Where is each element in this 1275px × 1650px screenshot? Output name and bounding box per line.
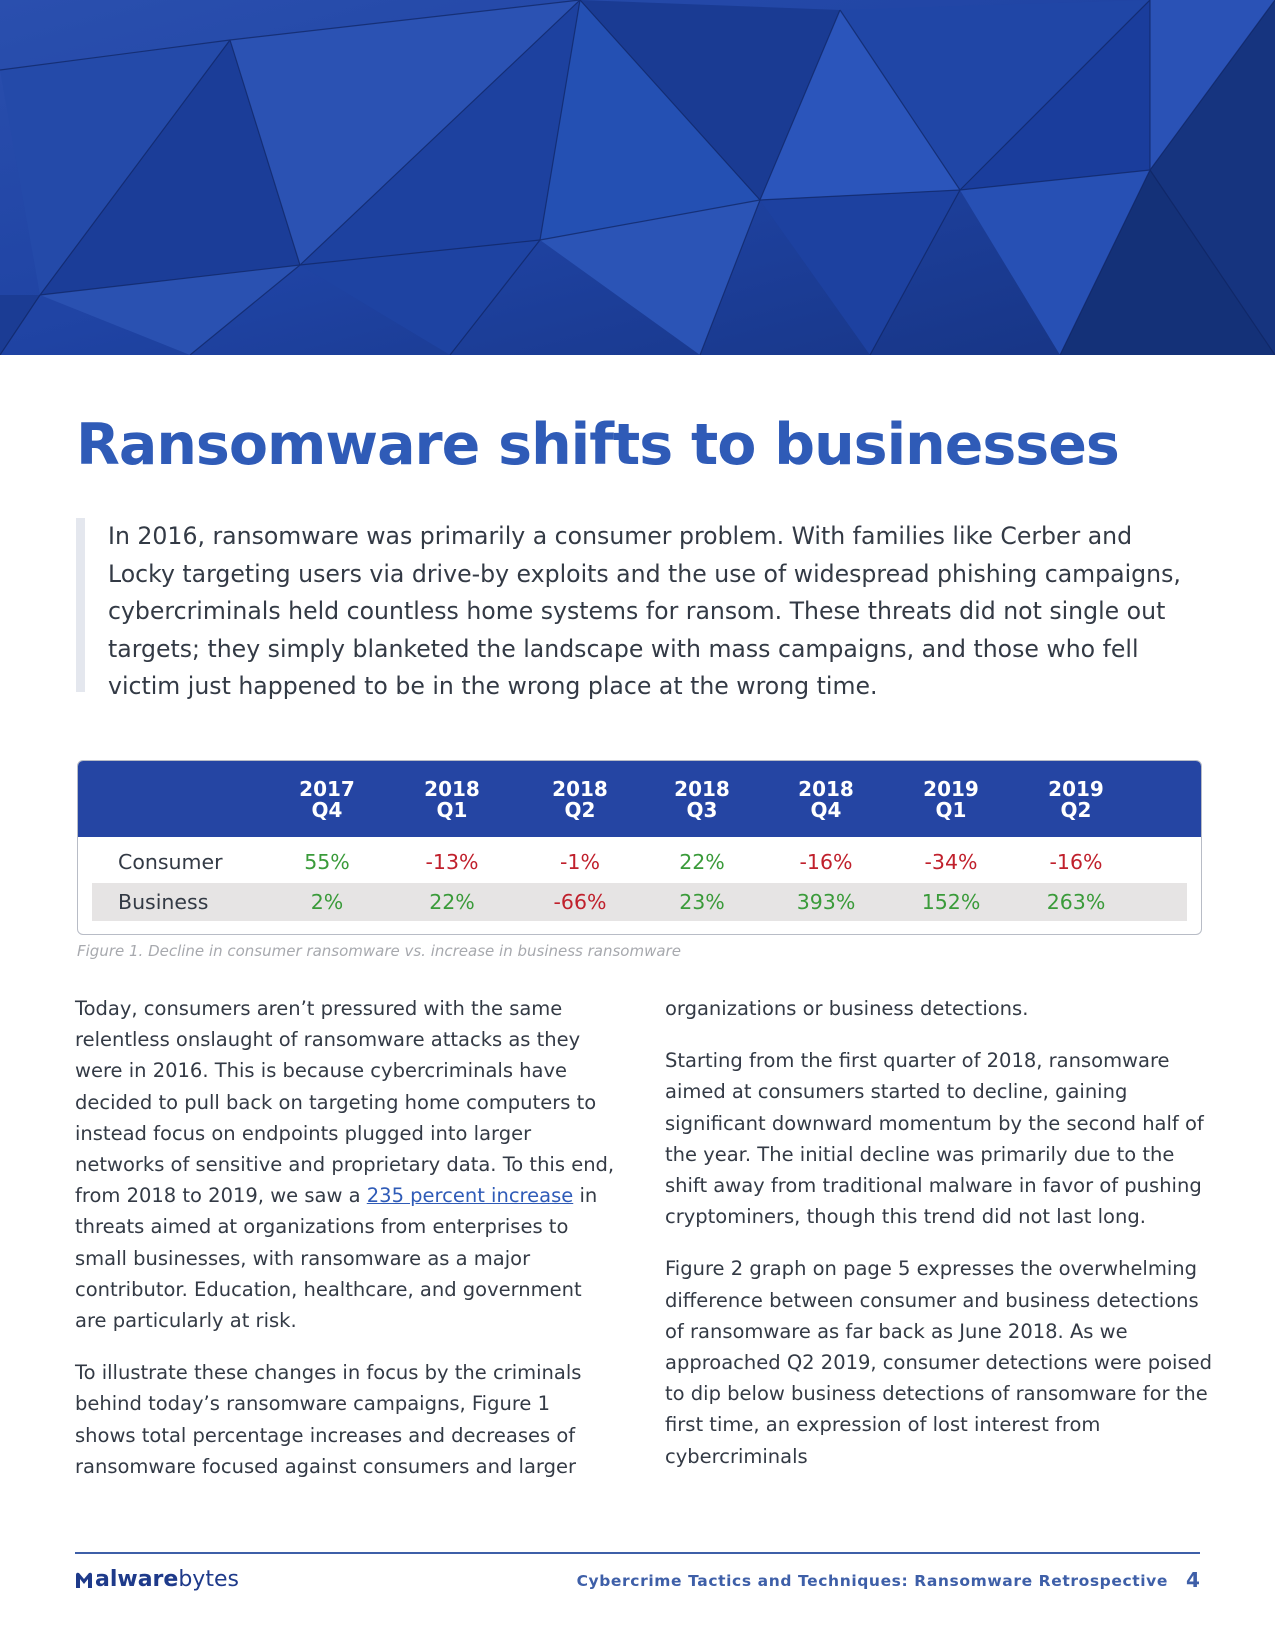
triangle-pattern [0, 0, 1275, 355]
column-header [896, 779, 1006, 821]
table-cell: -1% [560, 850, 600, 874]
column-year: 2018 [674, 777, 730, 801]
column-year: 2017 [299, 777, 355, 801]
footer-divider [75, 1552, 1200, 1554]
table-cell: 22% [429, 890, 475, 914]
column-quarter: Q2 [1060, 798, 1092, 822]
table-cell: 263% [1046, 890, 1106, 914]
paragraph-text: Today, consumers aren’t pressured with the same relentless onslaught of ransomware attacks as they were in 2016. This is because cybercriminals have decided to pull back on targeting home computers to instead focus on endpoints plugged into larger networks of sensitive and proprietary data. To this end, from 2018 to 2019, we saw a [75, 997, 615, 1208]
column-header [771, 779, 881, 821]
logo-text-bold: alware [95, 1567, 179, 1592]
column-header [272, 779, 382, 821]
table-cell: 152% [921, 890, 981, 914]
column-header [647, 779, 757, 821]
column-quarter: Q4 [810, 798, 842, 822]
table-cell: -34% [924, 850, 978, 874]
malwarebytes-m-icon [74, 1570, 94, 1590]
footer-document-title: Cybercrime Tactics and Techniques: Ransomware Retrospective [576, 1572, 1168, 1590]
body-left-column [75, 993, 615, 1503]
column-quarter: Q2 [564, 798, 596, 822]
table-row-consumer [92, 843, 1187, 881]
column-year: 2019 [923, 777, 979, 801]
column-year: 2018 [798, 777, 854, 801]
column-header [397, 779, 507, 821]
column-quarter: Q1 [436, 798, 468, 822]
column-header [525, 779, 635, 821]
page-title: Ransomware shifts to businesses [76, 412, 1119, 478]
column-year: 2019 [1048, 777, 1104, 801]
body-paragraph: Figure 2 graph on page 5 expresses the overwhelming difference between consumer and business detections of ransomware as far back as June 2018. As we approached Q2 2019, consumer detections were poised to dip below business detections of ransomware for the first time, an expression of lost interest from cybercriminals [665, 1257, 1212, 1468]
table-cell: -16% [1049, 850, 1103, 874]
logo-text-light: bytes [178, 1567, 239, 1592]
intro-text: In 2016, ransomware was primarily a consumer problem. With families like Cerber and Locky targeting users via drive-by exploits and the use of widespread phishing campaigns, cybercriminals held countless home systems for ransom. These threats did not single out targets; they simply blanketed the landscape with mass campaigns, and those who fell victim just happened to be in the wrong place at the wrong time. [108, 522, 1181, 700]
table-cell: 23% [679, 890, 725, 914]
body-right-column [665, 993, 1213, 1493]
row-label: Business [118, 890, 209, 914]
column-quarter: Q1 [935, 798, 967, 822]
column-year: 2018 [552, 777, 608, 801]
hero-banner-image [0, 0, 1275, 355]
table-cell: 393% [796, 890, 856, 914]
figure-caption: Figure 1. Decline in consumer ransomware vs. increase in business ransomware [77, 942, 681, 960]
table-cell: 2% [310, 890, 344, 914]
body-paragraph [75, 993, 615, 1336]
row-label: Consumer [118, 850, 223, 874]
malwarebytes-logo [74, 1567, 239, 1597]
page-number: 4 [1186, 1568, 1200, 1592]
table-cell: -66% [553, 890, 607, 914]
column-quarter: Q4 [311, 798, 343, 822]
table-row-business [92, 883, 1187, 921]
body-paragraph: To illustrate these changes in focus by the criminals behind today’s ransomware campaigns, Figure 1 shows total percentage increases and decreases of ransomware focused against consumers and larger [75, 1361, 582, 1478]
table-cell: 55% [304, 850, 350, 874]
table-cell: -16% [799, 850, 853, 874]
column-year: 2018 [424, 777, 480, 801]
table-cell: 22% [679, 850, 725, 874]
table-cell: -13% [425, 850, 479, 874]
body-paragraph: organizations or business detections. [665, 997, 1029, 1020]
table-header [78, 761, 1201, 837]
column-header [1021, 779, 1131, 821]
paragraph-text: in threats aimed at organizations from enterprises to small businesses, with ransomware as a major contributor. Education, healthcare, and government are particularly at risk. [75, 1184, 598, 1333]
intro-pull-quote [76, 518, 1206, 700]
ransomware-change-table [77, 760, 1202, 935]
235-percent-increase-link[interactable]: 235 percent increase [366, 1184, 574, 1208]
column-quarter: Q3 [686, 798, 718, 822]
quote-bar [76, 518, 85, 692]
body-paragraph: Starting from the first quarter of 2018, ransomware aimed at consumers started to decline, gaining significant downward momentum by the second half of the year. The initial decline was primarily due to the shift away from traditional malware in favor of pushing cryptominers, though this trend did not last long. [665, 1049, 1204, 1229]
